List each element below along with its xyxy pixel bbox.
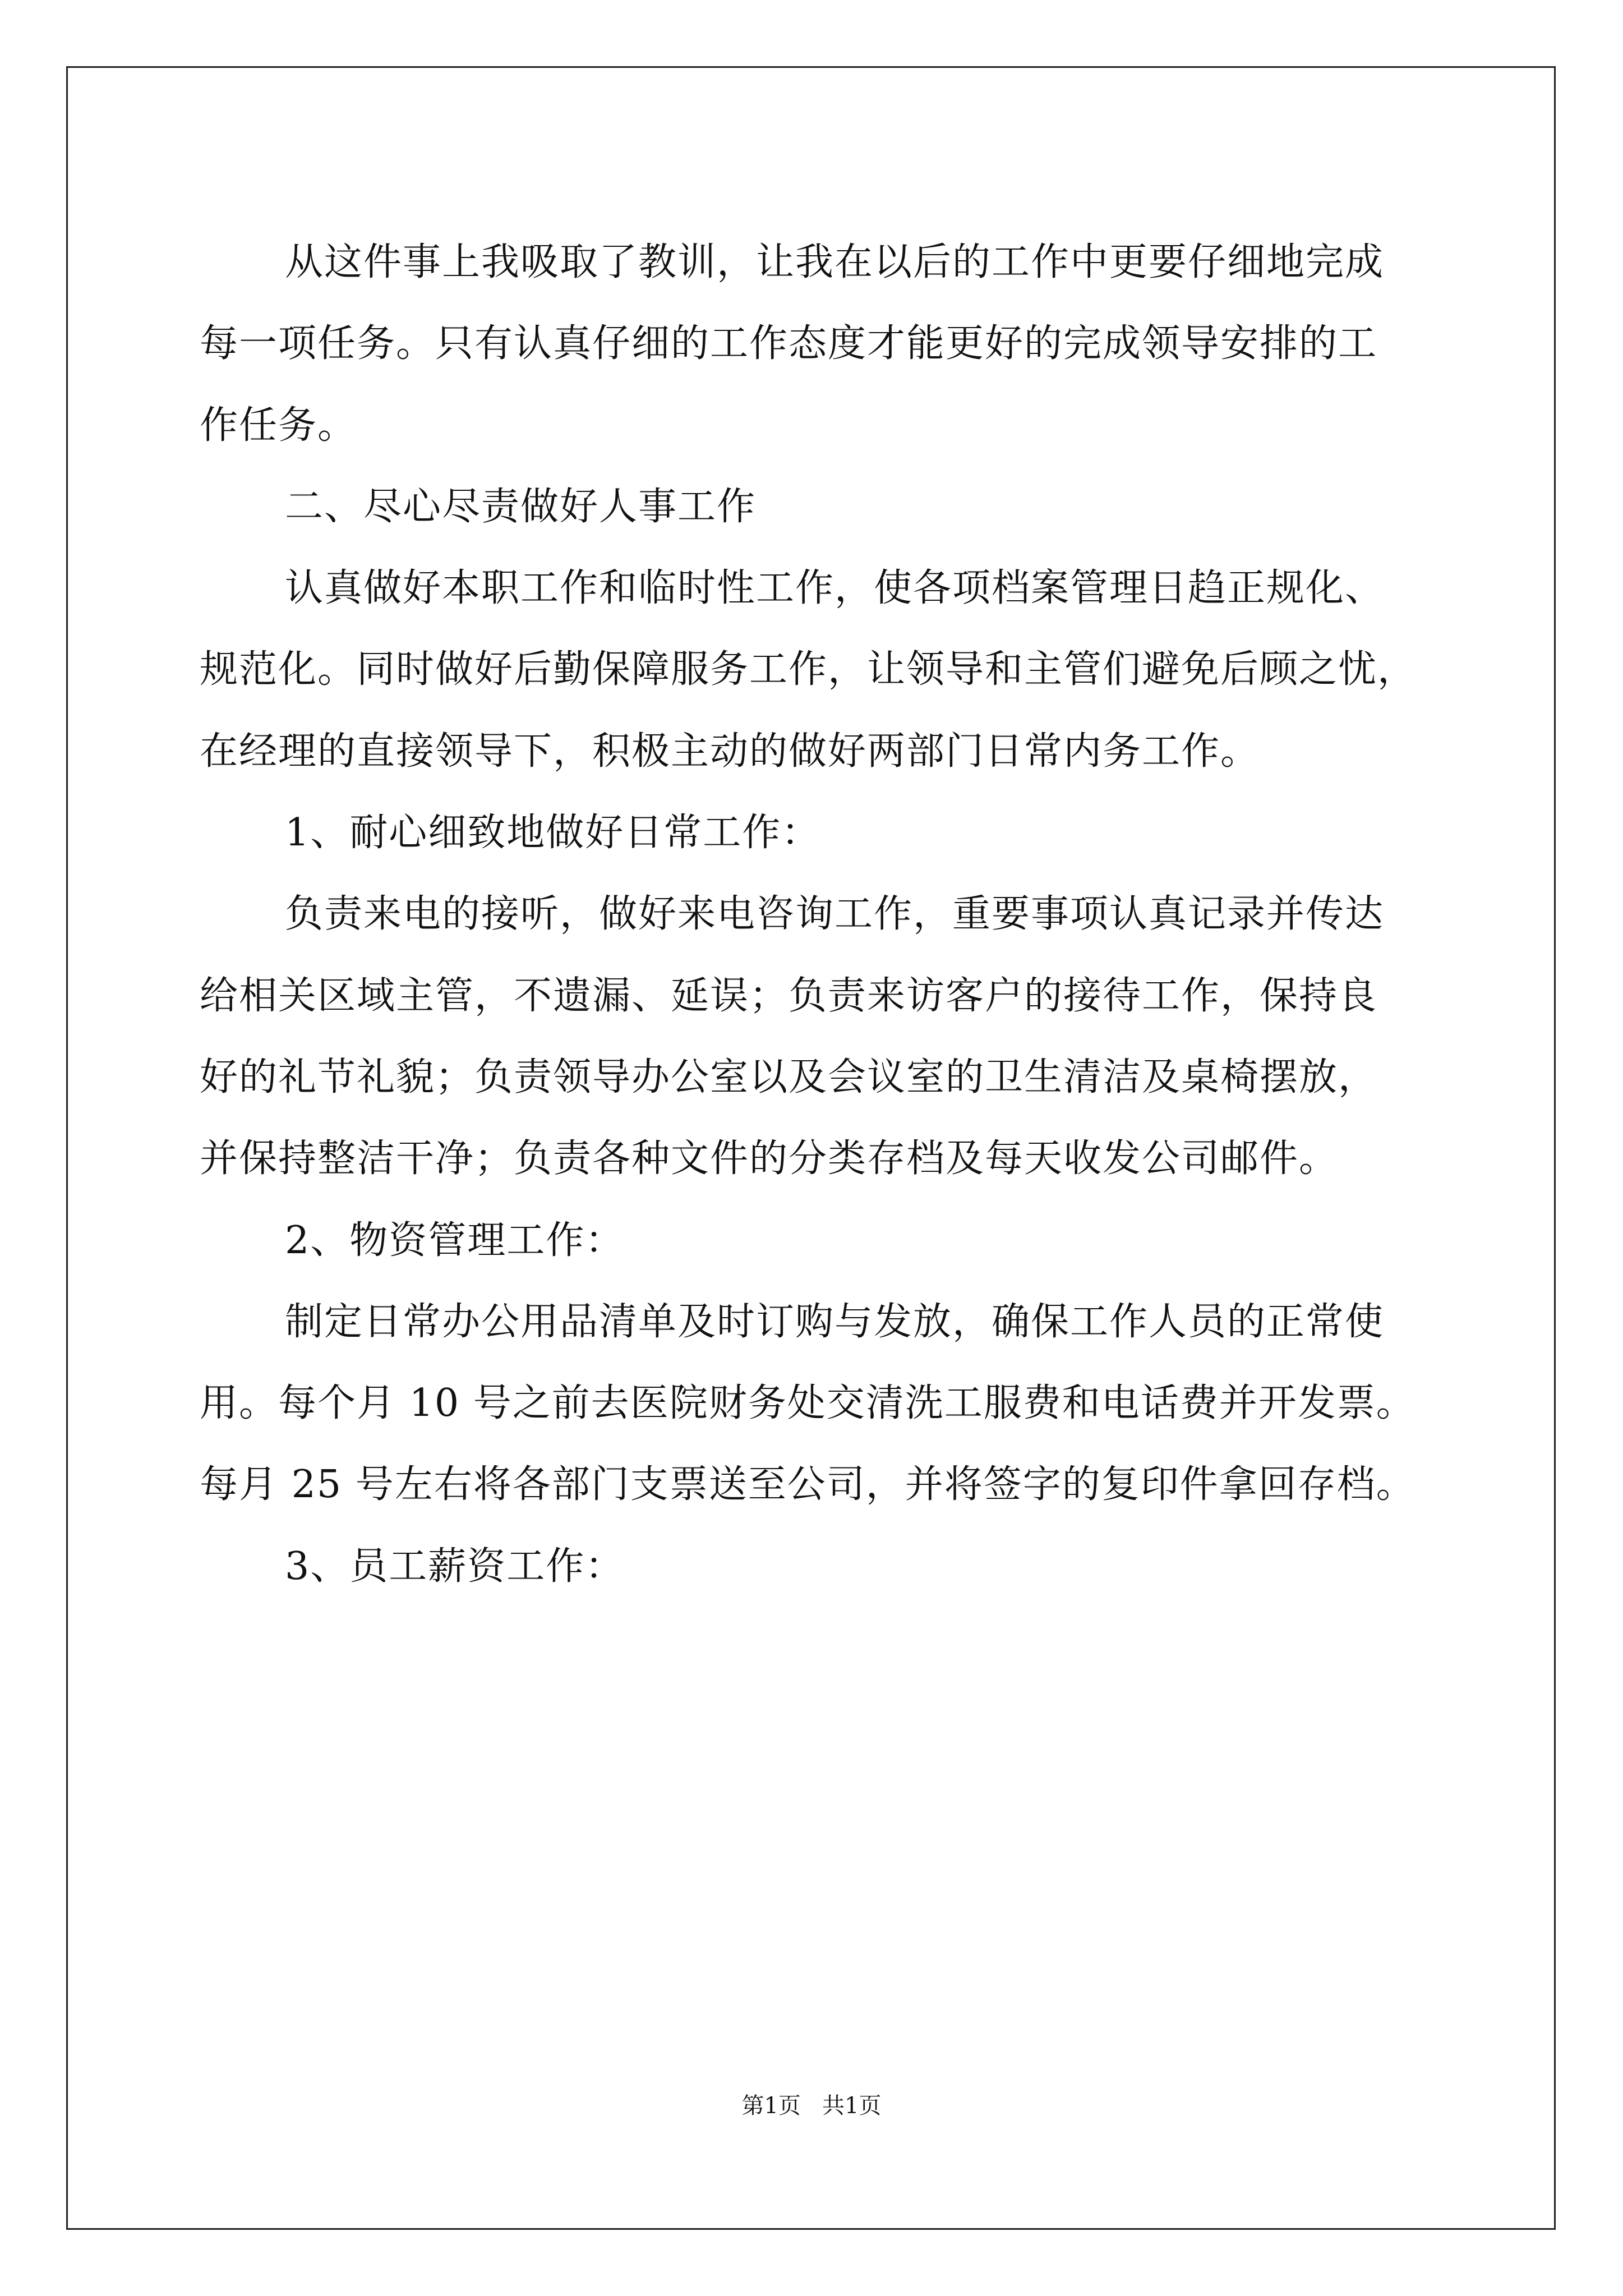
paragraph-line: 作任务。 [200, 403, 357, 448]
document-body [200, 222, 1433, 1607]
paragraph-line: 用。每个月 10 号之前去医院财务处交清洗工服费和电话费并开发票。 [200, 1381, 1415, 1426]
section-heading: 二、尽心尽责做好人事工作 [285, 484, 757, 529]
subsection-heading: 1、耐心细致地做好日常工作： [285, 811, 821, 855]
subsection-heading: 2、物资管理工作： [285, 1218, 625, 1263]
paragraph-line: 给相关区域主管，不遗漏、延误；负责来访客户的接待工作，保持良 [200, 973, 1378, 1018]
paragraph-line: 规范化。同时做好后勤保障服务工作，让领导和主管们避免后顾之忧， [200, 647, 1417, 692]
paragraph-line: 负责来电的接听，做好来电咨询工作，重要事项认真记录并传达 [285, 892, 1385, 937]
paragraph-line: 从这件事上我吸取了教训，让我在以后的工作中更要仔细地完成 [285, 240, 1385, 284]
paragraph-line: 并保持整洁干净；负责各种文件的分类存档及每天收发公司邮件。 [200, 1137, 1339, 1181]
paragraph-line: 好的礼节礼貌；负责领导办公室以及会议室的卫生清洁及桌椅摆放， [200, 1055, 1378, 1099]
paragraph-line: 认真做好本职工作和临时性工作，使各项档案管理日趋正规化、 [285, 566, 1385, 611]
subsection-heading: 3、员工薪资工作： [285, 1544, 625, 1589]
paragraph-line: 在经理的直接领导下，积极主动的做好两部门日常内务工作。 [200, 729, 1260, 774]
page-number-footer: 第1页 共1页 [741, 2093, 882, 2119]
paragraph-line: 每月 25 号左右将各部门支票送至公司，并将签字的复印件拿回存档。 [200, 1462, 1415, 1507]
paragraph-line: 每一项任务。只有认真仔细的工作态度才能更好的完成领导安排的工 [200, 321, 1378, 366]
paragraph-line: 制定日常办公用品清单及时订购与发放，确保工作人员的正常使 [285, 1299, 1385, 1344]
